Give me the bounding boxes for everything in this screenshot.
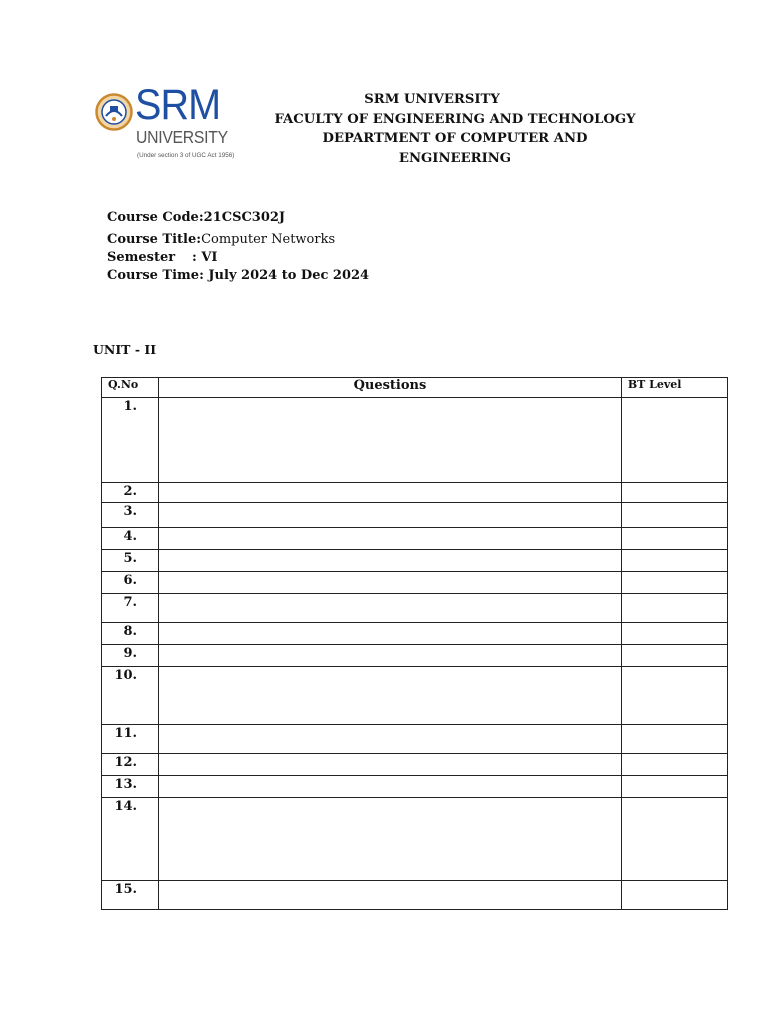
university-seal-icon <box>95 92 133 132</box>
bt-level-cell[interactable] <box>621 528 727 550</box>
question-number: 2. <box>102 483 159 503</box>
bt-level-cell[interactable] <box>621 645 727 667</box>
course-time-row <box>107 269 369 282</box>
question-cell[interactable] <box>159 528 622 550</box>
course-time-label: Course Time: <box>107 268 204 283</box>
semester-value: : VI <box>192 250 218 265</box>
bt-level-cell[interactable] <box>621 594 727 623</box>
question-cell[interactable] <box>159 503 622 528</box>
question-number: 14. <box>102 798 159 881</box>
table-row <box>102 594 728 623</box>
bt-level-cell[interactable] <box>621 503 727 528</box>
question-number: 15. <box>102 881 159 910</box>
table-row <box>102 550 728 572</box>
department-line-2: ENGINEERING <box>398 151 512 166</box>
question-number: 11. <box>102 725 159 754</box>
bt-level-cell[interactable] <box>621 623 727 645</box>
course-title-value: Computer Networks <box>201 232 336 247</box>
course-code-label: Course Code: <box>107 210 204 225</box>
question-cell[interactable] <box>159 550 622 572</box>
table-row <box>102 798 728 881</box>
course-time-value: July 2024 to Dec 2024 <box>208 268 370 283</box>
bt-level-cell[interactable] <box>621 398 727 483</box>
bt-level-cell[interactable] <box>621 483 727 503</box>
question-number: 3. <box>102 503 159 528</box>
question-number: 1. <box>102 398 159 483</box>
logo-subtitle: (Under section 3 of UGC Act 1956) <box>137 152 235 159</box>
semester-label: Semester <box>107 250 176 265</box>
table-row <box>102 667 728 725</box>
bt-level-header: BT Level <box>621 378 727 398</box>
department-line-1: DEPARTMENT OF COMPUTER AND <box>322 131 588 146</box>
table-row <box>102 572 728 594</box>
table-row <box>102 645 728 667</box>
question-cell[interactable] <box>159 623 622 645</box>
question-cell[interactable] <box>159 798 622 881</box>
semester-row <box>107 251 218 264</box>
questions-table <box>101 377 728 910</box>
question-number: 5. <box>102 550 159 572</box>
question-number: 9. <box>102 645 159 667</box>
table-row <box>102 398 728 483</box>
question-number: 7. <box>102 594 159 623</box>
logo-wordmark: SRM <box>135 81 221 129</box>
bt-level-cell[interactable] <box>621 798 727 881</box>
bt-level-cell[interactable] <box>621 550 727 572</box>
question-number: 8. <box>102 623 159 645</box>
table-row <box>102 623 728 645</box>
question-number: 10. <box>102 667 159 725</box>
question-cell[interactable] <box>159 645 622 667</box>
question-cell[interactable] <box>159 572 622 594</box>
question-number: 4. <box>102 528 159 550</box>
question-cell[interactable] <box>159 725 622 754</box>
question-number: 6. <box>102 572 159 594</box>
table-row <box>102 725 728 754</box>
question-cell[interactable] <box>159 483 622 503</box>
bt-level-cell[interactable] <box>621 572 727 594</box>
bt-level-cell[interactable] <box>621 776 727 798</box>
questions-header: Questions <box>159 378 622 398</box>
srm-university-logo <box>95 81 235 168</box>
logo-university-word: UNIVERSITY <box>136 127 228 147</box>
table-header-row <box>102 378 728 398</box>
table-row <box>102 503 728 528</box>
question-cell[interactable] <box>159 594 622 623</box>
question-cell[interactable] <box>159 776 622 798</box>
question-cell[interactable] <box>159 754 622 776</box>
table-row <box>102 881 728 910</box>
question-cell[interactable] <box>159 398 622 483</box>
question-cell[interactable] <box>159 881 622 910</box>
faculty-name: FACULTY OF ENGINEERING AND TECHNOLOGY <box>274 112 636 127</box>
qno-header: Q.No <box>102 378 159 398</box>
course-code-row <box>107 211 285 224</box>
table-row <box>102 483 728 503</box>
bt-level-cell[interactable] <box>621 725 727 754</box>
question-number: 12. <box>102 754 159 776</box>
bt-level-cell[interactable] <box>621 881 727 910</box>
question-number: 13. <box>102 776 159 798</box>
bt-level-cell[interactable] <box>621 667 727 725</box>
course-code-value: 21CSC302J <box>203 210 286 225</box>
course-title-label: Course Title: <box>107 232 202 247</box>
university-name: SRM UNIVERSITY <box>364 92 500 107</box>
table-row <box>102 776 728 798</box>
table-row <box>102 528 728 550</box>
table-row <box>102 754 728 776</box>
question-cell[interactable] <box>159 667 622 725</box>
unit-title: UNIT - II <box>93 342 157 357</box>
bt-level-cell[interactable] <box>621 754 727 776</box>
course-title-row <box>107 233 335 246</box>
